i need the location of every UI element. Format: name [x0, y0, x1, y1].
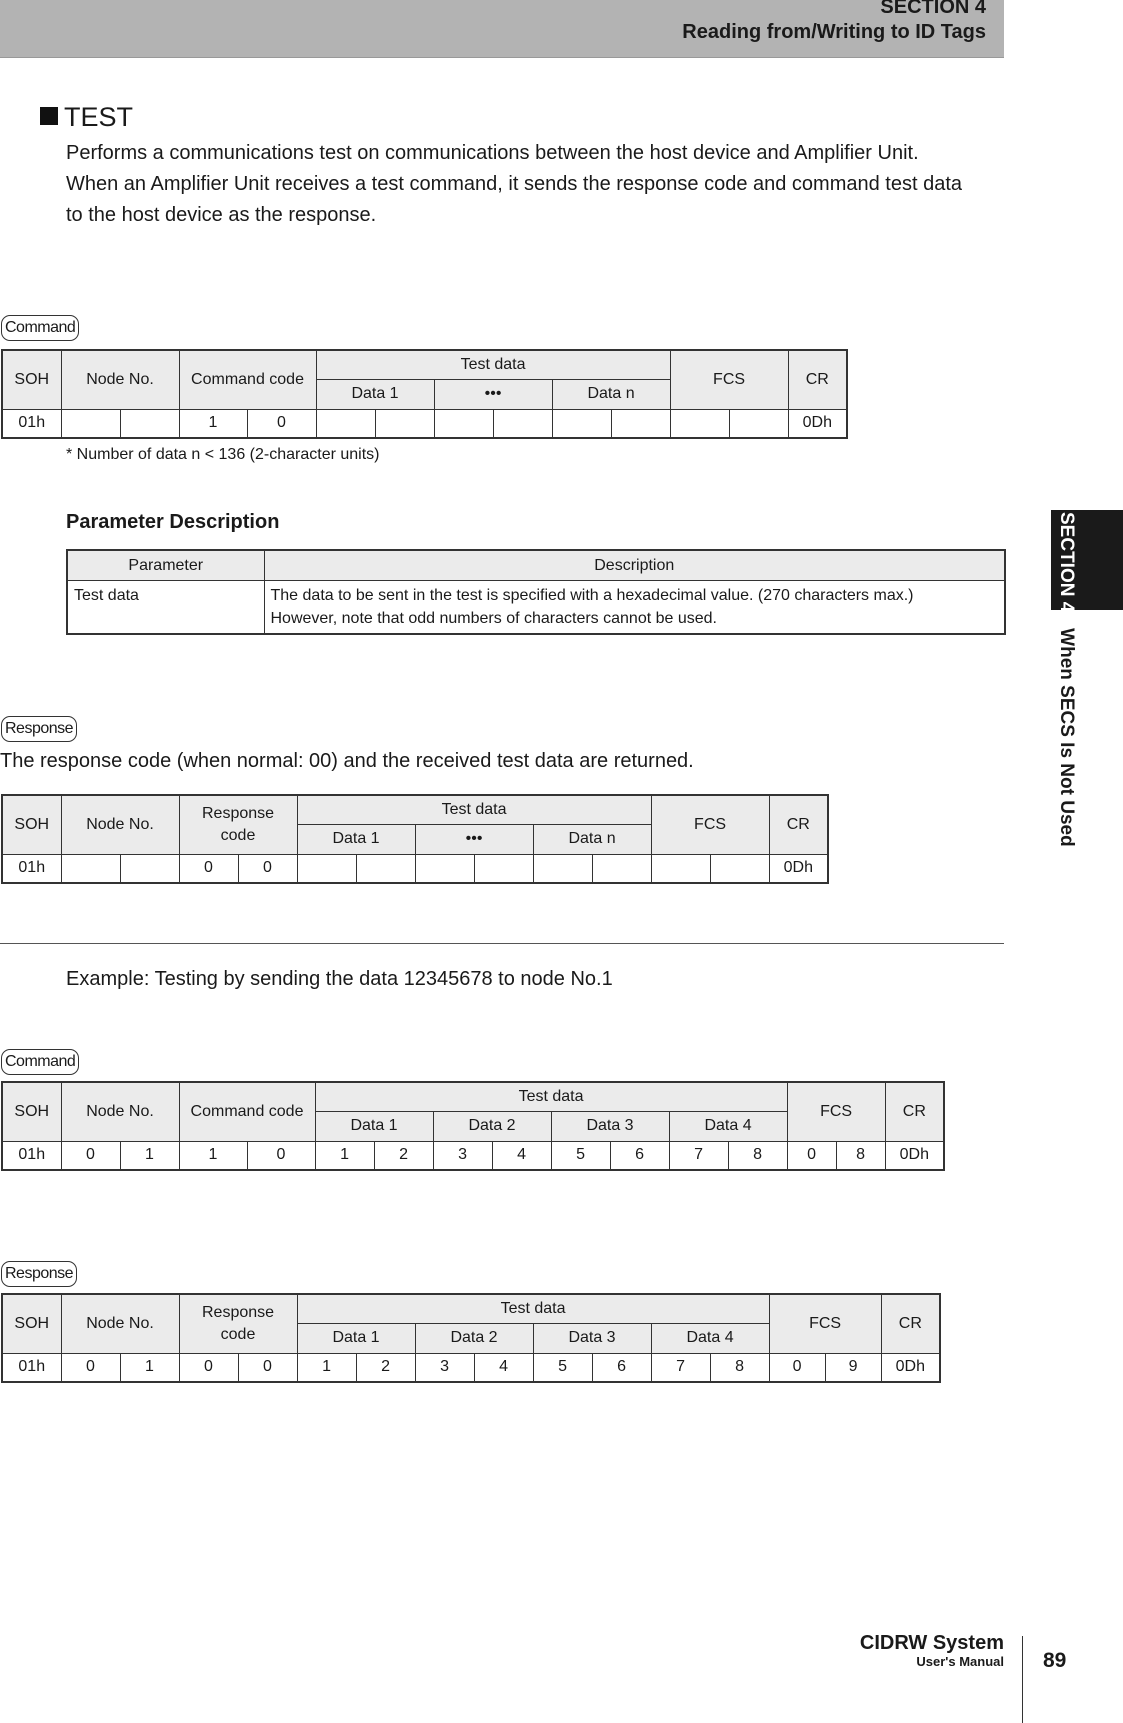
frame-cell	[120, 409, 179, 438]
command-frame-table	[1, 349, 848, 439]
frame-cell: SOH	[2, 795, 61, 854]
frame-cell: 0	[769, 1353, 825, 1382]
frame-cell	[474, 854, 533, 883]
footer-product: CIDRW System	[859, 1632, 1004, 1654]
frame-cell: Data n	[552, 379, 670, 409]
frame-cell: Data 2	[415, 1323, 533, 1353]
frame-cell: Response code	[179, 1294, 297, 1353]
frame-cell: 0Dh	[885, 1141, 944, 1170]
frame-cell: Node No.	[61, 795, 179, 854]
frame-cell	[729, 409, 788, 438]
frame-cell: SOH	[2, 1082, 61, 1141]
frame-cell: Test data	[297, 795, 651, 824]
frame-cell: 9	[825, 1353, 881, 1382]
frame-cell: •••	[434, 379, 552, 409]
command-values-row	[2, 409, 847, 438]
frame-cell	[415, 854, 474, 883]
response-values-row	[2, 854, 828, 883]
frame-cell: Data 2	[433, 1111, 551, 1141]
frame-cell: 8	[710, 1353, 769, 1382]
frame-cell: 1	[315, 1141, 374, 1170]
frame-cell: CR	[788, 350, 847, 409]
frame-cell: SOH	[2, 1294, 61, 1353]
frame-note: * Number of data n < 136 (2-character units)	[66, 446, 380, 463]
frame-cell: 7	[651, 1353, 710, 1382]
frame-cell: 01h	[2, 854, 61, 883]
frame-cell: Node No.	[61, 350, 179, 409]
frame-cell: •••	[415, 824, 533, 854]
frame-cell	[297, 854, 356, 883]
footer-brand	[860, 1632, 1004, 1669]
frame-cell: Test data	[297, 1294, 769, 1323]
frame-cell	[710, 854, 769, 883]
frame-cell: 8	[728, 1141, 787, 1170]
frame-cell	[375, 409, 434, 438]
divider	[0, 943, 1004, 944]
example-response-table	[1, 1293, 941, 1383]
example-command-tag: Command	[1, 1049, 79, 1075]
intro-paragraph: Performs a communications test on communications between the host device and Amplifier Unit. When an Amplifier Unit receives a test command, it sends the response code and command test data to the host device as the response.	[66, 142, 963, 226]
frame-cell: 2	[374, 1141, 433, 1170]
frame-cell: 5	[533, 1353, 592, 1382]
frame-cell: Data n	[533, 824, 651, 854]
frame-cell: 1	[297, 1353, 356, 1382]
example-response-tag: Response	[1, 1261, 77, 1287]
frame-cell: Data 1	[297, 824, 415, 854]
frame-cell: FCS	[670, 350, 788, 409]
parameter-heading: Parameter Description	[66, 511, 280, 533]
frame-cell: 2	[356, 1353, 415, 1382]
frame-cell: 0	[61, 1141, 120, 1170]
frame-cell: 6	[610, 1141, 669, 1170]
frame-cell: Node No.	[61, 1082, 179, 1141]
frame-cell	[61, 409, 120, 438]
frame-cell: 0Dh	[881, 1353, 940, 1382]
frame-cell: CR	[769, 795, 828, 854]
footer-manual: User's Manual	[916, 1654, 1004, 1669]
frame-cell	[493, 409, 552, 438]
frame-cell: 7	[669, 1141, 728, 1170]
side-tab-section: SECTION 4	[1056, 512, 1077, 613]
frame-cell	[651, 854, 710, 883]
frame-cell: 8	[836, 1141, 885, 1170]
frame-cell	[611, 409, 670, 438]
frame-cell: Data 3	[551, 1111, 669, 1141]
frame-cell: FCS	[769, 1294, 881, 1353]
command-tag: Command	[1, 315, 79, 341]
frame-cell: 0	[787, 1141, 836, 1170]
example-command-table	[1, 1081, 945, 1171]
frame-cell: Data 3	[533, 1323, 651, 1353]
side-tab	[1055, 512, 1077, 847]
frame-cell	[316, 409, 375, 438]
example-response-values-row	[2, 1353, 940, 1382]
frame-cell: Test data	[315, 1082, 787, 1111]
frame-cell: FCS	[651, 795, 769, 854]
frame-cell: Command code	[179, 1082, 315, 1141]
frame-cell	[552, 409, 611, 438]
frame-cell: Data 1	[316, 379, 434, 409]
frame-cell: Response code	[179, 795, 297, 854]
frame-cell: Node No.	[61, 1294, 179, 1353]
response-description: The response code (when normal: 00) and the received test data are returned.	[0, 750, 694, 772]
frame-cell: Test data	[316, 350, 670, 379]
frame-cell: Data 1	[315, 1111, 433, 1141]
frame-cell	[434, 409, 493, 438]
frame-cell: Command code	[179, 350, 316, 409]
footer-divider	[1022, 1636, 1023, 1723]
section-title: Reading from/Writing to ID Tags	[682, 21, 986, 43]
section-header	[0, 0, 1004, 58]
frame-cell: CR	[885, 1082, 944, 1141]
frame-cell: Data 4	[669, 1111, 787, 1141]
frame-cell: Data 1	[297, 1323, 415, 1353]
frame-cell: 5	[551, 1141, 610, 1170]
frame-cell: 0	[247, 409, 316, 438]
parameter-table: Parameter Description Test data The data to be sent in the test is specified with a hexadecimal value. (270 characters max.) However, note that odd numbers of characters cannot be used.	[66, 549, 1006, 635]
frame-cell: 0	[61, 1353, 120, 1382]
frame-cell: 0Dh	[788, 409, 847, 438]
frame-cell	[356, 854, 415, 883]
frame-cell: 0	[238, 1353, 297, 1382]
black-square-icon	[40, 107, 58, 125]
frame-cell: SOH	[2, 350, 61, 409]
frame-cell: 1	[120, 1141, 179, 1170]
example-title: Example: Testing by sending the data 12345678 to node No.1	[66, 968, 613, 990]
frame-cell: 3	[415, 1353, 474, 1382]
frame-cell: 6	[592, 1353, 651, 1382]
frame-cell	[120, 854, 179, 883]
page-number: 89	[1043, 1649, 1067, 1672]
page-title: TEST	[40, 102, 133, 133]
frame-cell: 01h	[2, 1353, 61, 1382]
frame-cell: 0Dh	[769, 854, 828, 883]
example-command-values-row	[2, 1141, 944, 1170]
frame-cell: 0	[238, 854, 297, 883]
parameter-row: Test data The data to be sent in the test is specified with a hexadecimal value. (270 characters max.) However, note that odd numbers of characters cannot be used.	[67, 581, 1005, 635]
frame-cell: 4	[492, 1141, 551, 1170]
frame-cell: 1	[179, 1141, 247, 1170]
frame-cell: 01h	[2, 1141, 61, 1170]
frame-cell: 01h	[2, 409, 61, 438]
frame-cell: 4	[474, 1353, 533, 1382]
frame-cell	[592, 854, 651, 883]
frame-cell: 0	[179, 1353, 238, 1382]
frame-cell: 1	[120, 1353, 179, 1382]
frame-cell	[533, 854, 592, 883]
side-tab-title: When SECS Is Not Used	[1056, 628, 1077, 847]
frame-cell	[670, 409, 729, 438]
frame-cell: 3	[433, 1141, 492, 1170]
response-tag: Response	[1, 716, 77, 742]
response-frame-table	[1, 794, 829, 884]
frame-cell: Data 4	[651, 1323, 769, 1353]
frame-cell: 1	[179, 409, 247, 438]
frame-cell: 0	[247, 1141, 315, 1170]
frame-cell: CR	[881, 1294, 940, 1353]
frame-cell: 0	[179, 854, 238, 883]
section-number: SECTION 4	[880, 0, 986, 18]
frame-cell: FCS	[787, 1082, 885, 1141]
frame-cell	[61, 854, 120, 883]
